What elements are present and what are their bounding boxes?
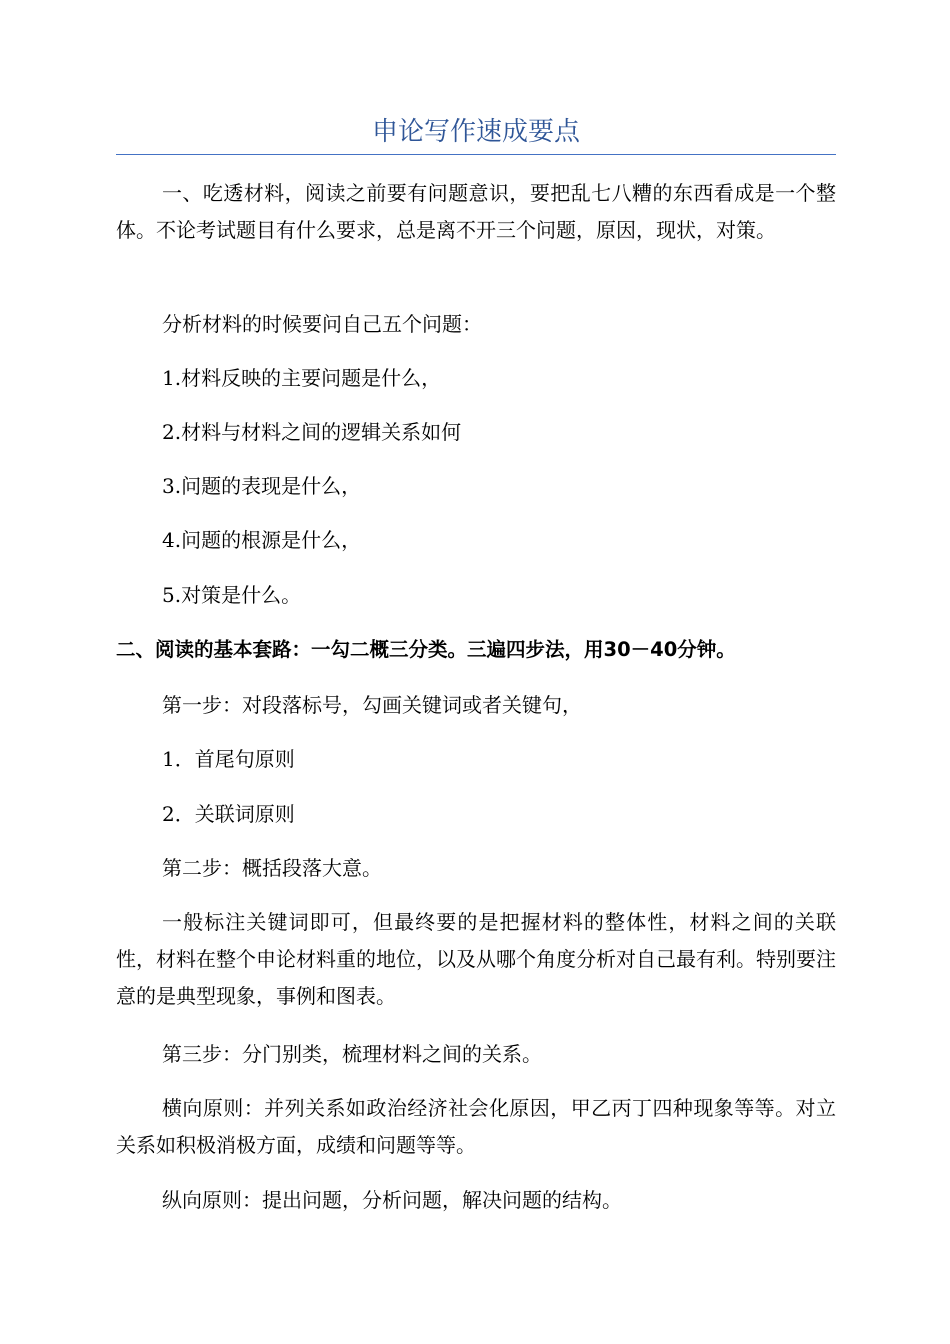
document-title: 申论写作速成要点 [371,117,580,147]
paragraph-step-one: 第一步：对段落标号，勾画关键词或者关键句， [162,693,582,717]
document-page [116,0,836,1344]
paragraph-five-questions-intro: 分析材料的时候要问自己五个问题： [162,312,482,336]
paragraph-vertical-principle: 纵向原则：提出问题，分析问题，解决问题的结构。 [162,1188,622,1212]
list-item-conjunction-principle: 2．关联词原则 [162,802,295,826]
list-item-question-5: 5.对策是什么。 [162,583,302,607]
title-underline [116,154,836,155]
section-heading-reading-routine: 二、阅读的基本套路：一勾二概三分类。三遍四步法，用30－40分钟。 [116,638,736,661]
list-item-question-1: 1.材料反映的主要问题是什么， [162,366,442,390]
paragraph-step-two: 第二步：概括段落大意。 [162,856,382,880]
paragraph-horizontal-principle: 横向原则：并列关系如政治经济社会化原因，甲乙丙丁四种现象等等。对立关系如积极消极方面，成绩和问题等等。 [116,1096,836,1157]
paragraph-read-materials: 一、吃透材料，阅读之前要有问题意识，要把乱七八糟的东西看成是一个整体。不论考试题目有什么要求，总是离不开三个问题，原因，现状，对策。 [116,181,836,242]
paragraph-keyword-annotation: 一般标注关键词即可，但最终要的是把握材料的整体性，材料之间的关联性，材料在整个申论材料重的地位，以及从哪个角度分析对自己最有利。特别要注意的是典型现象，事例和图表。 [116,910,836,1008]
list-item-question-2: 2.材料与材料之间的逻辑关系如何 [162,420,462,444]
list-item-question-3: 3.问题的表现是什么， [162,474,362,498]
list-item-question-4: 4.问题的根源是什么， [162,528,362,552]
paragraph-step-three: 第三步：分门别类，梳理材料之间的关系。 [162,1042,542,1066]
list-item-first-last-sentence: 1．首尾句原则 [162,747,295,771]
